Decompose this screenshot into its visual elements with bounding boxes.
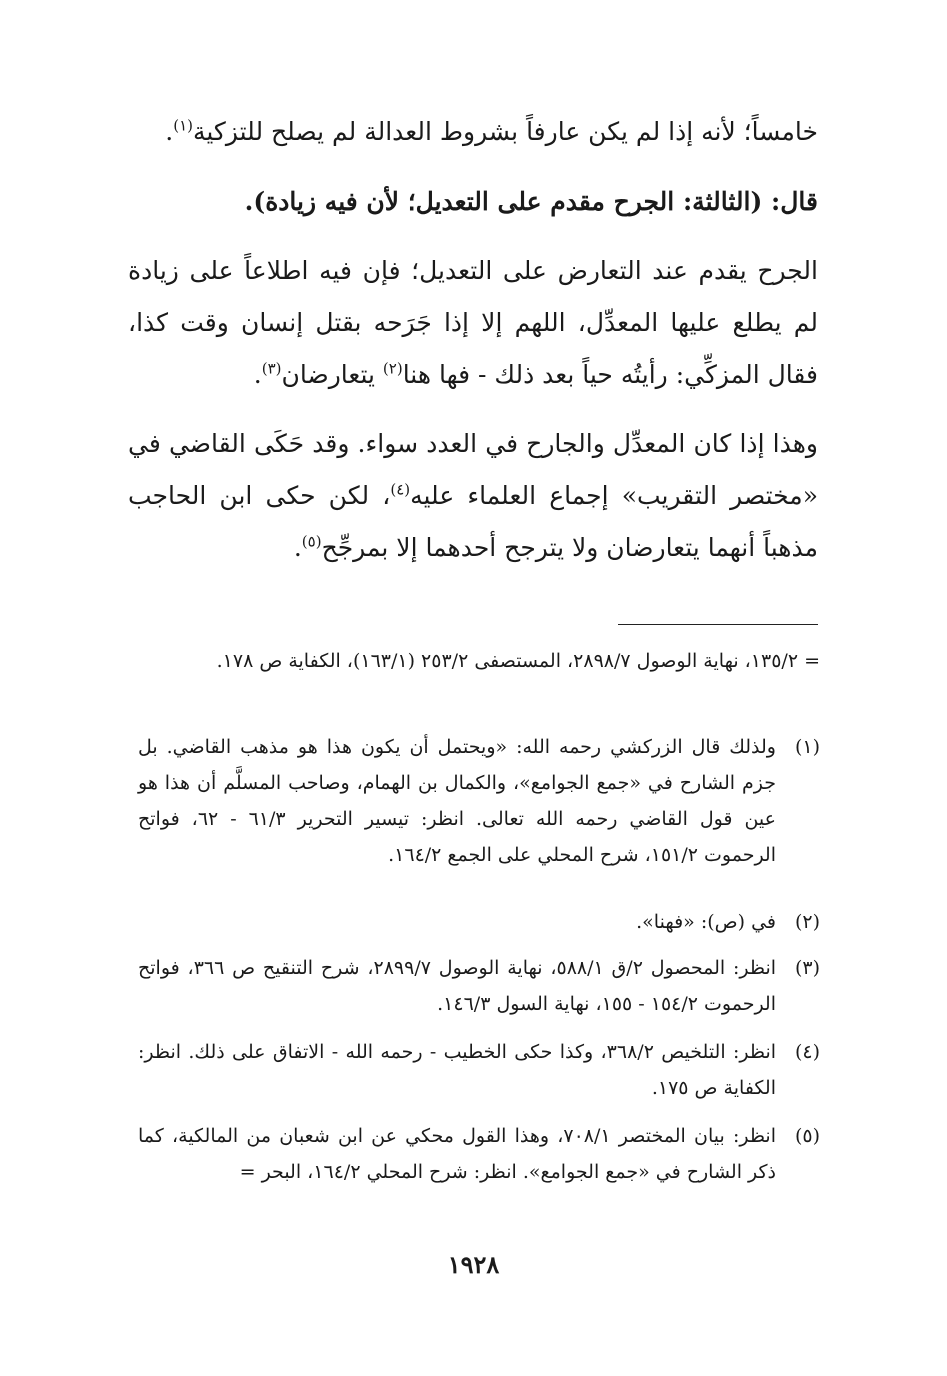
footnote-ref-2[interactable]: (٢)	[382, 359, 403, 378]
footnote-number: (٤)	[794, 1041, 820, 1063]
footnote-separator	[618, 624, 818, 625]
quote-text: (الثالثة: الجرح مقدم على التعديل؛ لأن فيه زيادة).	[244, 187, 763, 216]
footnote-4	[138, 1034, 820, 1106]
footnote-ref-1[interactable]: (١)	[173, 116, 193, 135]
footnote-text: انظر: المحصول ٢/ق ٥٨٨/١، نهاية الوصول ٢٨٩٩/٧، شرح التنقيح ص ٣٦٦، فواتح الرحموت ١٥٤/٢ - ١٥٥، نهاية السول ١٤٦/٣.	[138, 957, 777, 1015]
footnote-number: (٣)	[794, 957, 820, 979]
body-paragraph-2: الجرح يقدم عند التعارض على التعديل؛ فإن فيه اطلاعاً على زيادة لم يطلع عليها المعدِّل، اللهم إلا إذا جَرَحه بقتل إنسان وقت كذا، فقال المزكِّي: رأيتُه حياً بعد ذلك - فها هنا$^{(٢)}$ يتعارضان$^{(٣)}$.	[128, 256, 818, 389]
footnote-5	[138, 1118, 820, 1190]
footnote-ref-4[interactable]: (٤)	[390, 480, 411, 499]
page-number: ١٩٢٨	[447, 1250, 500, 1279]
footnote-text: ولذلك قال الزركشي رحمه الله: «ويحتمل أن يكون هذا هو مذهب القاضي. بل جزم الشارح في «جمع الجوامع»، والكمال بن الهمام، وصاحب المسلَّم أن هذا هو عين قول القاضي رحمه الله تعالى. انظر: تيسير التحرير ٦١/٣ - ٦٢، فواتح الرحموت ١٥١/٢، شرح المحلي على الجمع ١٦٤/٢.	[138, 736, 777, 866]
footnote-text: في (ص): «فهنا».	[636, 911, 776, 933]
quote-heading	[128, 178, 818, 225]
para2-text: الجرح يقدم عند التعارض على التعديل؛ فإن فيه اطلاعاً على زيادة لم يطلع عليها المعدِّل، اللهم إلا إذا جَرَحه بقتل إنسان وقت كذا، فقال المزكِّي: رأيتُه حياً بعد ذلك - فها هنا	[128, 256, 818, 389]
footnote-number: (٥)	[794, 1125, 820, 1147]
body-paragraph-3: وهذا إذا كان المعدِّل والجارح في العدد سواء. وقد حَكَى القاضي في «مختصر التقريب» إجماع العلماء عليه$^{(٤)}$، لكن حكى ابن الحاجب مذهباً أنهما يتعارضان ولا يترجح أحدهما إلا بمرجِّح$^{(٥)}$.	[128, 429, 818, 562]
footnote-1	[138, 729, 820, 873]
body-paragraph-1: خامساً؛ لأنه إذا لم يكن عارفاً بشروط العدالة لم يصلح للتزكية$^{(١)}$.	[165, 116, 818, 146]
footnote-number: (٢)	[794, 911, 820, 933]
footnote-2	[138, 904, 820, 940]
footnote-3	[138, 950, 820, 1022]
footnote-number: (١)	[794, 736, 820, 758]
footnote-text: انظر: التلخيص ٣٦٨/٢، وكذا حكى الخطيب - رحمه الله - الاتفاق على ذلك. انظر: الكفاية ص ١٧٥.	[138, 1041, 777, 1099]
footnote-ref-3[interactable]: (٣)	[261, 359, 282, 378]
para1-text: خامساً؛ لأنه إذا لم يكن عارفاً بشروط العدالة لم يصلح للتزكية	[192, 117, 818, 146]
footnote-ref-5[interactable]: (٥)	[301, 532, 322, 551]
footnote-continuation: = ١٣٥/٢، نهاية الوصول ٢٨٩٨/٧، المستصفى ٢٥٣/٢ (١٦٣/١)، الكفاية ص ١٧٨.	[216, 650, 820, 672]
footnote-text: انظر: بيان المختصر ٧٠٨/١، وهذا القول محكي عن ابن شعبان من المالكية، كما ذكر الشارح في «جمع الجوامع». انظر: شرح المحلي ١٦٤/٢، البحر =	[138, 1125, 776, 1183]
para3-text: وهذا إذا كان المعدِّل والجارح في العدد سواء. وقد حَكَى القاضي في «مختصر التقريب» إجماع العلماء عليه	[128, 429, 818, 510]
quote-label: قال:	[771, 187, 818, 216]
